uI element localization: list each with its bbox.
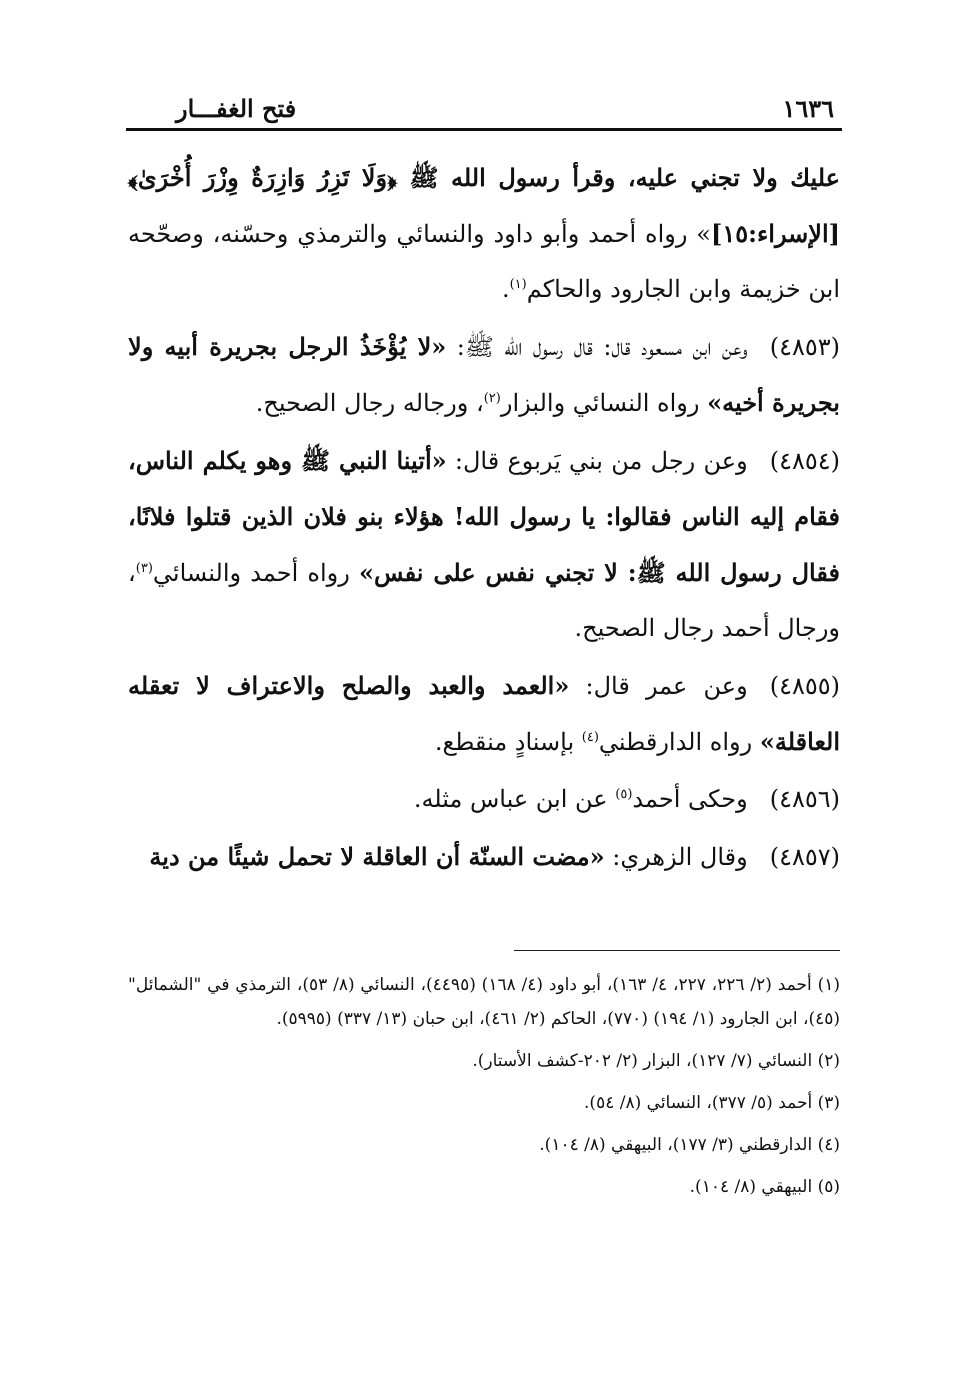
narration-text: رواه أحمد والنسائي <box>152 559 360 587</box>
paragraph <box>128 772 840 827</box>
hadith-number: (٤٨٥٧) <box>769 843 840 871</box>
quoted-text: [الإسراء:١٥] <box>710 219 840 248</box>
quoted-text: ﴿وَلَا تَزِرُ وَازِرَةٌ وِزْرَ أُخْرَىٰ﴾ <box>128 163 397 192</box>
narration-text: وحكى أحمد <box>632 785 748 813</box>
narration-text: وعن رجل من بني يَربوع قال: <box>446 447 748 475</box>
narration-text: رواه النسائي والبزار <box>500 389 708 417</box>
paragraph <box>128 433 840 656</box>
quoted-text: عليك ولا تجني عليه، وقرأ رسول الله ﷺ <box>396 163 841 192</box>
page-header <box>126 88 842 128</box>
paragraph <box>128 319 840 431</box>
footnote-marker: (٢) <box>483 391 501 406</box>
running-title: فتح الغفـــار <box>176 94 297 123</box>
quoted-text: «لا يُؤْخَذُ الرجل بجريرة أبيه ولا بجريرة أخيه» <box>128 332 840 417</box>
narration-text: عن ابن عباس مثله. <box>413 785 616 813</box>
footnote: (١) أحمد (٢/ ٢٢٦، ٢٢٧، ٤/ ١٦٣)، أبو داود (٤/ ١٦٨) (٤٤٩٥)، النسائي (٨/ ٥٣)، الترمذي في "الشمائل" (٤٥)، ابن الجارود (١/ ١٩٤) (٧٧٠)، الحاكم (٢/ ٤٦١)، ابن حبان (١٣/ ٣٣٧) (٥٩٩٥). <box>128 975 840 1029</box>
narration-text: وعن عمر قال: <box>569 672 748 700</box>
paragraph <box>128 150 840 317</box>
narration-text: . <box>501 275 510 303</box>
footnote-marker: (٥) <box>615 787 633 802</box>
footnote-marker: (٣) <box>135 561 153 576</box>
footnote: (٢) النسائي (٧/ ١٢٧)، البزار (٢/ ٢٠٢-كشف الأستار). <box>472 1051 840 1071</box>
narration-text: رواه الدارقطني <box>598 728 760 756</box>
footnote: (٥) البيهقي (٨/ ١٠٤). <box>689 1177 840 1197</box>
hadith-number: (٤٨٥٦) <box>769 785 840 813</box>
paragraph <box>128 658 840 770</box>
hadith-number: (٤٨٥٥) <box>769 672 841 700</box>
footnote-marker: (١) <box>509 277 527 292</box>
footnote-marker: (٤) <box>581 730 599 745</box>
quoted-text: «أتينا النبي ﷺ وهو يكلم الناس، فقام إليه الناس فقالوا: يا رسول الله! هؤلاء بنو فلان الذين قتلوا فلانًا، فقال رسول الله ﷺ: لا تجني نفس على نفس» <box>128 446 840 587</box>
narration-text: ، ورجال أحمد رجال الصحيح. <box>128 559 840 642</box>
page-number: ١٦٣٦ <box>782 94 834 123</box>
main-text <box>128 150 840 887</box>
paragraph <box>128 829 840 885</box>
hadith-number: (٤٨٥٤) <box>769 447 840 475</box>
narration-text: ، ورجاله رجال الصحيح. <box>255 389 484 417</box>
footnote-separator <box>514 950 840 951</box>
footnote: (٤) الدارقطني (٣/ ١٧٧)، البيهقي (٨/ ١٠٤). <box>539 1135 840 1155</box>
header-rule <box>126 128 842 131</box>
footnote: (٣) أحمد (٥/ ٣٧٧)، النسائي (٨/ ٥٤). <box>584 1093 840 1113</box>
quoted-text: «مضت السنّة أن العاقلة لا تحمل شيئًا من دية <box>149 842 605 871</box>
quoted-text: «العمد والعبد والصلح والاعتراف لا تعقله العاقلة» <box>128 671 840 756</box>
narration-text: بإسنادٍ منقطع. <box>434 728 582 756</box>
narration-text: وعن ابن مسعود قال: قال رسول الله ﷺ: <box>446 333 748 361</box>
narration-text: » رواه أحمد وأبو داود والنسائي والترمذي وحسّنه، وصحّحه ابن خزيمة وابن الجارود والحاكم <box>128 220 840 303</box>
footnotes <box>128 968 840 1212</box>
narration-text: وقال الزهري: <box>604 843 748 871</box>
hadith-number: (٤٨٥٣) <box>769 333 841 361</box>
